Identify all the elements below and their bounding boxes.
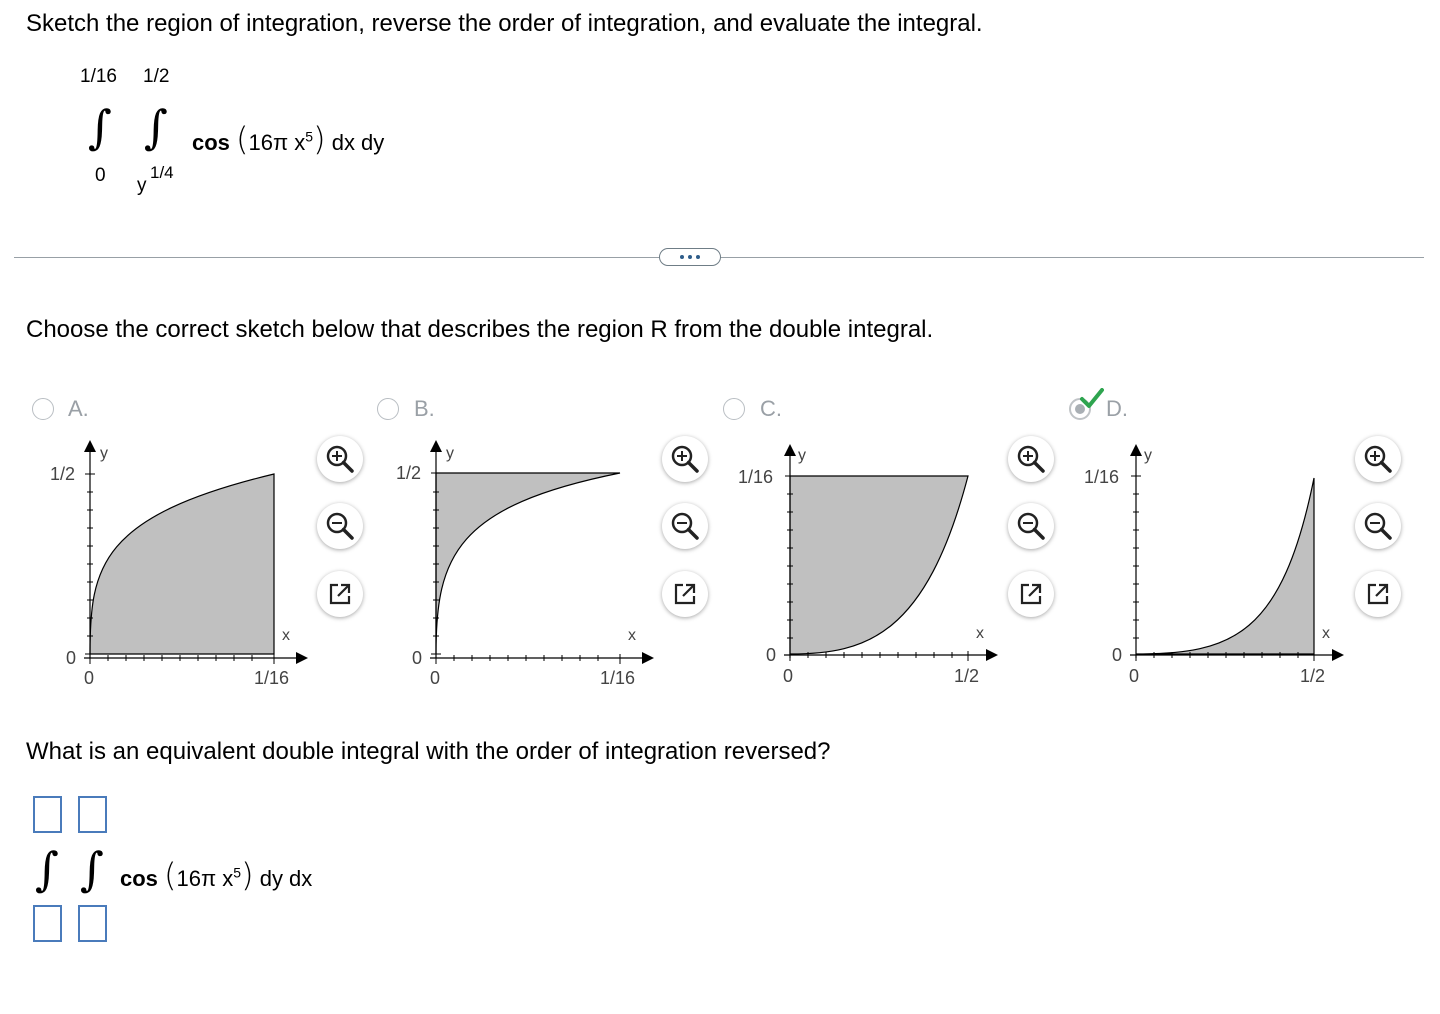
- option-b-zoom-out-button[interactable]: [662, 503, 708, 549]
- reversed-integrand-function: cos: [120, 866, 158, 891]
- option-d-y-top-tick: 1/16: [1084, 467, 1120, 487]
- option-b-x-axis-label: x: [628, 627, 636, 644]
- option-b-x-zero-tick: 0: [430, 668, 441, 688]
- inner-lower-limit-input[interactable]: [78, 905, 107, 942]
- option-b-y-top-tick: 1/2: [396, 463, 422, 483]
- option-a-y-top-tick: 1/2: [50, 464, 76, 484]
- option-b-y-arrow: [430, 440, 442, 452]
- option-d-x-axis-label: x: [1322, 625, 1330, 642]
- option-a-label: A.: [68, 396, 89, 421]
- close-paren: ): [313, 120, 326, 158]
- outer-lower-limit-input[interactable]: [33, 905, 62, 942]
- option-a-x-zero-tick: 0: [84, 668, 95, 688]
- option-c-zoom-out-button[interactable]: [1008, 503, 1054, 549]
- reversed-integrand: [120, 856, 312, 894]
- outer-integral-sign: ∫: [88, 100, 112, 154]
- show-more-button[interactable]: [659, 248, 721, 266]
- inner-lower-limit-exponent: 1/4: [150, 163, 174, 182]
- reversed-integrand-differentials: dy dx: [259, 866, 313, 891]
- inner-lower-limit-base: y: [137, 175, 147, 196]
- option-d-x-arrow: [1332, 649, 1344, 661]
- option-c-y-top-tick: 1/16: [738, 467, 774, 487]
- part2-question: What is an equivalent double integral with the order of integration reversed?: [26, 738, 831, 765]
- option-a-x-axis-label: x: [282, 627, 290, 644]
- option-d-zoom-in-button[interactable]: [1355, 436, 1401, 482]
- zoom-in-icon: [1363, 444, 1393, 474]
- integrand-exponent: 5: [305, 128, 314, 145]
- option-d-x-zero-tick: 0: [1129, 666, 1140, 686]
- option-d-x-right-tick: 1/2: [1300, 666, 1326, 686]
- option-c-x-axis-label: x: [976, 625, 984, 642]
- option-a-zoom-out-button[interactable]: [317, 503, 363, 549]
- option-c-y-arrow: [784, 444, 796, 456]
- option-a-radio[interactable]: [32, 398, 54, 420]
- option-d-label: D.: [1106, 396, 1128, 421]
- option-b-y-axis-label: y: [446, 445, 454, 462]
- reversed-integrand-argument: 16π x: [176, 866, 234, 891]
- open-new-window-icon: [1017, 580, 1045, 608]
- option-a-y-arrow: [84, 440, 96, 452]
- option-b-label: B.: [414, 396, 435, 421]
- option-b-radio[interactable]: [377, 398, 399, 420]
- zoom-in-icon: [670, 444, 700, 474]
- option-c-open-window-button[interactable]: [1008, 571, 1054, 617]
- option-c-y-zero-tick: 0: [766, 645, 777, 665]
- open-new-window-icon: [1364, 580, 1392, 608]
- option-a-open-window-button[interactable]: [317, 571, 363, 617]
- original-integral: [0, 60, 600, 210]
- option-a-graph: [40, 436, 320, 696]
- option-d-y-arrow: [1130, 444, 1142, 456]
- option-b-region: [436, 473, 620, 654]
- option-a-zoom-in-button[interactable]: [317, 436, 363, 482]
- option-c-label: C.: [760, 396, 782, 421]
- integrand-function: cos: [192, 130, 230, 155]
- option-b-open-window-button[interactable]: [662, 571, 708, 617]
- option-d-zoom-out-button[interactable]: [1355, 503, 1401, 549]
- reversed-open-paren: (: [164, 856, 177, 894]
- inner-upper-limit-input[interactable]: [78, 796, 107, 833]
- zoom-in-icon: [1016, 444, 1046, 474]
- integrand-argument: 16π x: [248, 130, 306, 155]
- option-c-y-axis-label: y: [798, 447, 806, 464]
- option-b-graph: [386, 436, 666, 696]
- open-new-window-icon: [671, 580, 699, 608]
- option-a-x-right-tick: 1/16: [254, 668, 290, 688]
- option-a-region: [90, 474, 274, 654]
- option-d-region: [1136, 478, 1314, 654]
- inner-upper-limit: 1/2: [143, 66, 170, 87]
- reversed-outer-integral-sign: ∫: [35, 842, 59, 896]
- option-b-x-arrow: [642, 652, 654, 664]
- integrand-differentials: dx dy: [331, 130, 385, 155]
- outer-lower-limit: 0: [95, 165, 106, 186]
- correct-check-icon: [1080, 388, 1104, 410]
- option-d-graph: [1082, 436, 1362, 696]
- option-b-zoom-in-button[interactable]: [662, 436, 708, 482]
- inner-integral-sign: ∫: [144, 100, 168, 154]
- problem-instruction: Sketch the region of integration, reverse the order of integration, and evaluate the integral.: [26, 10, 983, 37]
- zoom-out-icon: [1363, 511, 1393, 541]
- option-c-x-right-tick: 1/2: [954, 666, 980, 686]
- open-new-window-icon: [326, 580, 354, 608]
- option-b-x-right-tick: 1/16: [600, 668, 636, 688]
- reversed-inner-integral-sign: ∫: [80, 842, 104, 896]
- outer-upper-limit-input[interactable]: [33, 796, 62, 833]
- option-c-region: [790, 476, 968, 654]
- zoom-out-icon: [1016, 511, 1046, 541]
- zoom-out-icon: [325, 511, 355, 541]
- option-d-open-window-button[interactable]: [1355, 571, 1401, 617]
- option-a-x-arrow: [296, 652, 308, 664]
- option-c-x-arrow: [986, 649, 998, 661]
- option-c-graph: [736, 436, 1016, 696]
- open-paren: (: [236, 120, 249, 158]
- option-b-y-zero-tick: 0: [412, 648, 423, 668]
- option-d-y-zero-tick: 0: [1112, 645, 1123, 665]
- option-d-y-axis-label: y: [1144, 447, 1152, 464]
- option-c-radio[interactable]: [723, 398, 745, 420]
- option-a-y-axis-label: y: [100, 445, 108, 462]
- reversed-close-paren: ): [241, 856, 254, 894]
- outer-upper-limit: 1/16: [80, 66, 117, 87]
- part1-question: Choose the correct sketch below that describes the region R from the double integral.: [26, 316, 934, 343]
- integrand: [192, 120, 384, 158]
- option-c-zoom-in-button[interactable]: [1008, 436, 1054, 482]
- option-c-x-zero-tick: 0: [783, 666, 794, 686]
- reversed-integrand-exponent: 5: [233, 864, 242, 881]
- zoom-in-icon: [325, 444, 355, 474]
- option-a-y-zero-tick: 0: [66, 648, 77, 668]
- zoom-out-icon: [670, 511, 700, 541]
